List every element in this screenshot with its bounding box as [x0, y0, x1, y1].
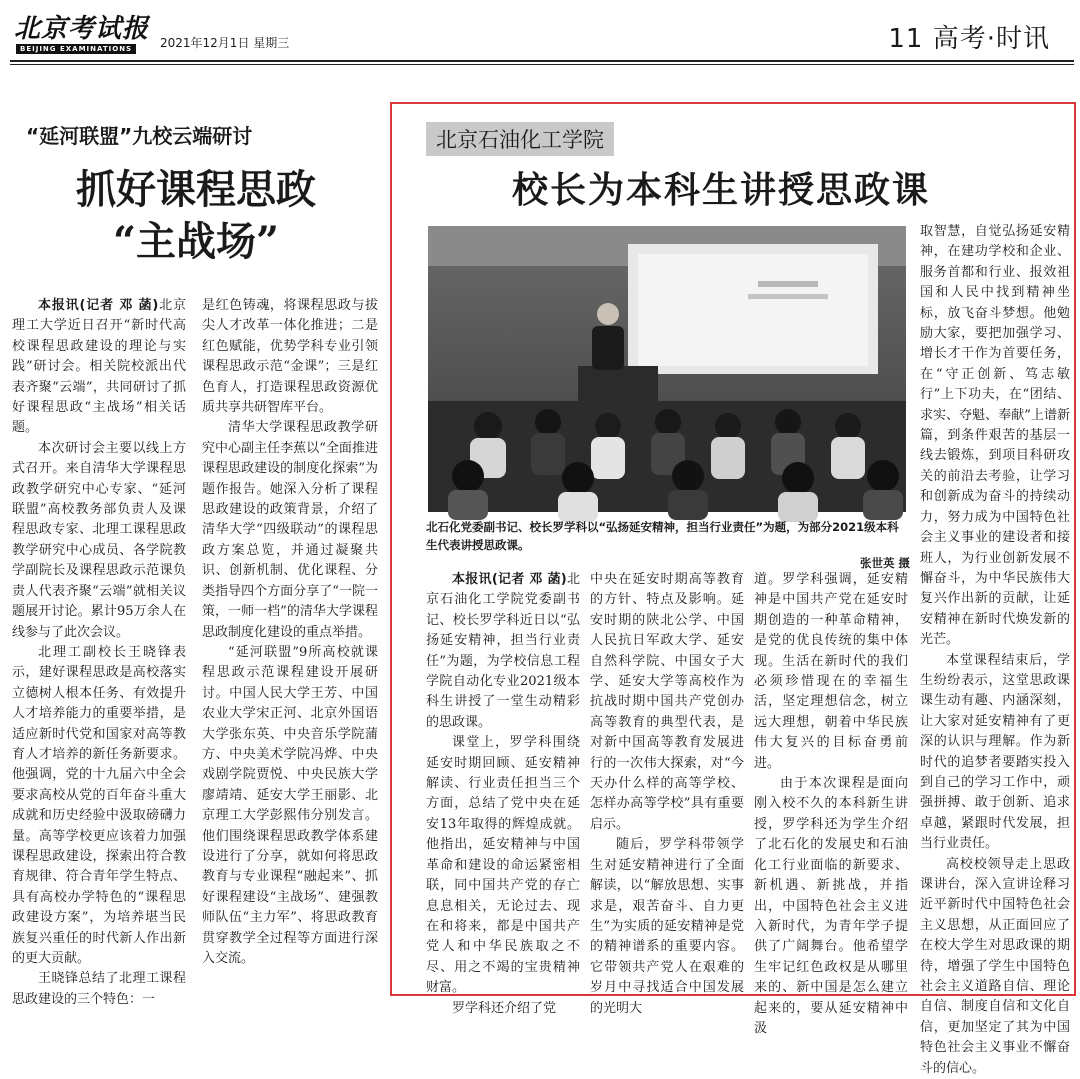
paragraph: 王晓锋总结了北理工课程思政建设的三个特色：一	[12, 971, 186, 1007]
left-article-headline	[10, 164, 382, 268]
paragraph: 高校校领导走上思政课讲台，深入宣讲诠释习近平新时代中国特色社会主义思想，从正面回应了在校大学生对思政课的期待，增强了学生中国特色社会主义道路自信、理论自信、制度自信和文化自信，更加坚定了其为中国特色社会主义事业不懈奋斗的信心。	[920, 856, 1070, 1076]
paragraph: 道。罗学科强调，延安精神是中国共产党在延安时期创造的一种革命精神，是党的优良传统的集中体现。生活在新时代的我们必须珍惜现在的幸福生活，坚定理想信念，树立远大理想，朝着中华民族伟大复兴的目标奋勇前进。	[754, 572, 908, 771]
paragraph: 是红色铸魂，将课程思政与拔尖人才改革一体化推进；二是红色赋能，优势学科专业引领课程思政示范“金课”；三是红色育人，打造课程思政资源优质共享共研智库平台。	[202, 298, 378, 416]
issue-date: 2021年12月1日 星期三	[160, 36, 290, 50]
newspaper-logo: 北京考试报	[14, 14, 150, 44]
paragraph: 清华大学课程思政教学研究中心副主任李蕉以“全面推进课程思政建设的制度化探索”为题作报告。她深入分析了课程思政建设的政策背景，介绍了清华大学“四级联动”的课程思政方案总览，并通过凝聚共识、创新机制、优化课程、分类指导四个方面分享了“一院一策，一师一档”的清华大学课程思政制度化建设的重点举措。	[202, 420, 378, 640]
paragraph: 本报讯(记者 邓 菡)北京理工大学近日召开“新时代高校课程思政建设的理论与实践”研讨会。相关院校派出代表齐聚“云端”，共同研讨了抓好课程思政“主战场”相关话题。	[12, 298, 186, 436]
lecture-photo	[428, 226, 906, 512]
photo-credit: 张世英 摄	[859, 556, 910, 570]
right-article-column-4	[920, 222, 1070, 1076]
paragraph: 本报讯(记者 邓 菡)北京石油化工学院党委副书记、校长罗学科近日以“弘扬延安精神，担当行业责任”为题，为学校信息工程学院自动化专业2021级本科生讲授了一堂生动精彩的思政课。	[426, 572, 580, 730]
paragraph: 罗学科还介绍了党	[452, 1000, 557, 1016]
left-article-column-1	[12, 296, 186, 1007]
photo-caption-text: 北石化党委副书记、校长罗学科以“弘扬延安精神，担当行业责任”为题，为部分2021级本科生代表讲授思政课。	[426, 520, 899, 552]
left-article	[10, 108, 382, 1007]
paragraph: 随后，罗学科带领学生对延安精神进行了全面解读，以“解放思想、实事求是，艰苦奋斗、自力更生”为实质的延安精神是党的精神谱系的重要内容。它带领共产党人在艰难的岁月中寻找适合中国发展的光明大	[590, 837, 744, 1016]
photo-caption	[426, 518, 910, 572]
paragraph: 课堂上，罗学科围绕延安时期回顾、延安精神解读、行业责任担当三个方面，总结了党中央在延安13年取得的辉煌成就。他指出，延安精神与中国革命和建设的命运紧密相联，同中国共产党的存亡息息相关，无论过去、现在和将来，都是中国共产党人和中华民族取之不尽、用之不竭的宝贵精神财富。	[426, 735, 580, 996]
institution-tag: 北京石油化工学院	[426, 122, 614, 156]
left-article-kicker: “延河联盟”九校云端研讨	[26, 124, 253, 148]
masthead-rule	[10, 60, 1074, 62]
newspaper-logo-subtitle: BEIJING EXAMINATIONS	[16, 44, 136, 54]
masthead-rule-thin	[10, 64, 1074, 65]
paragraph: 本堂课程结束后，学生纷纷表示，这堂思政课课生动有趣、内涵深刻，让大家对延安精神有了更深的认识与理解。作为新时代的追梦者要踏实投入到自己的学习工作中，顽强拼搏、敢于创新、追求卓越，紧跟时代发展，担当行业责任。	[920, 652, 1070, 852]
lecture-photo-illustration	[428, 226, 906, 512]
paragraph: 由于本次课程是面向刚入校不久的本科新生讲授，罗学科还为学生介绍了北石化的发展史和石油化工行业面临的新要求、新机遇、新挑战，并指出，中国特色社会主义进入新时代，为青年学子提供了广阔舞台。他希望学生牢记红色政权是从哪里来的、新中国是怎么建立起来的，要从延安精神中汲	[754, 776, 908, 1036]
right-article-headline: 校长为本科生讲授思政课	[511, 169, 930, 211]
right-article-box	[390, 102, 1076, 1076]
left-headline-line1: 抓好课程思政	[76, 166, 316, 213]
left-headline-line2: “主战场”	[112, 218, 279, 265]
paragraph: 中央在延安时期高等教育的方针、特点及影响。延安时期的陕北公学、中国人民抗日军政大学、延安自然科学院、中国女子大学、延安大学等高校作为抗战时期中国共产党创办高等教育的典型代表，是对新中国高等教育发展进行的一次伟大探索，对“今天办什么样的高等学校、怎样办高等学校”具有重要启示。	[590, 572, 744, 832]
masthead	[0, 0, 1080, 64]
left-article-column-2	[202, 296, 378, 996]
byline: 本报讯(记者 邓 菡)	[452, 572, 567, 587]
paragraph: “延河联盟”9所高校就课程思政示范课程建设开展研讨。中国人民大学王芳、中国农业大学宋正河、北京外国语大学张东英、中央音乐学院蒲方、中央美术学院冯烨、中央戏剧学院贾悦、中央民族大学廖靖靖、延安大学王丽影、北京理工大学彭熙伟分别发言。他们围绕课程思政教学体系建设进行了分享，就如何将思政教育与专业课程“融起来”、抓好课程建设“主战场”、建强教师队伍“主力军”、将思政教育贯穿教学全过程等方面进行深入交流。	[202, 644, 378, 966]
right-article-column-2	[590, 570, 744, 1016]
paragraph: 取智慧，自觉弘扬延安精神，在建功学校和企业、服务首都和行业、报效祖国和人民中找到精神坐标，放飞奋斗梦想。他勉励大家，要把加强学习、增长才干作为首要任务，在“守正创新、笃志敏行”上下功夫，在“团结、求实、夺魁、奉献”上谱新篇，到条件艰苦的基层一线去锻炼，到项目科研攻关的前沿去考验，让学习和创新成为奋斗的持续动力，努力成为中国特色社会主义事业的建设者和接班人，为行业创新发展不懈奋斗，为中华民族伟大复兴作出新的贡献，让延安精神在新时代焕发新的光芒。	[920, 224, 1070, 648]
byline: 本报讯(记者 邓 菡)	[38, 298, 159, 313]
paragraph: 本次研讨会主要以线上方式召开。来自清华大学课程思政教学研究中心专家、“延河联盟”高校教务部负责人及课程思政专家、北理工课程思政教学研究中心成员、各学院教学副院长及课程思政示范课负责人代表齐聚“云端”就相关议题展开讨论。累计95万余人在线参与了此次会议。	[12, 440, 186, 640]
page-section: 11 高考·时讯	[888, 24, 1050, 54]
right-article-column-3	[754, 570, 908, 1036]
paragraph: 北理工副校长王晓锋表示，建好课程思政是高校落实立德树人根本任务、有效提升人才培养能力的重要举措，是适应新时代党和国家对高等教育人才培养的新任务新要求。他强调，党的十九届六中全会要求高校从党的百年奋斗重大成就和历史经验中汲取磅礴力量。高等学校更应该着力加强课程思政建设，探索出符合教育规律、符合青年学生特点、具有高校办学特色的“课程思政建设方案”，为培养堪当民族复兴重任的时代新人作出新的更大贡献。	[12, 644, 186, 966]
right-article-column-1	[426, 570, 580, 1016]
